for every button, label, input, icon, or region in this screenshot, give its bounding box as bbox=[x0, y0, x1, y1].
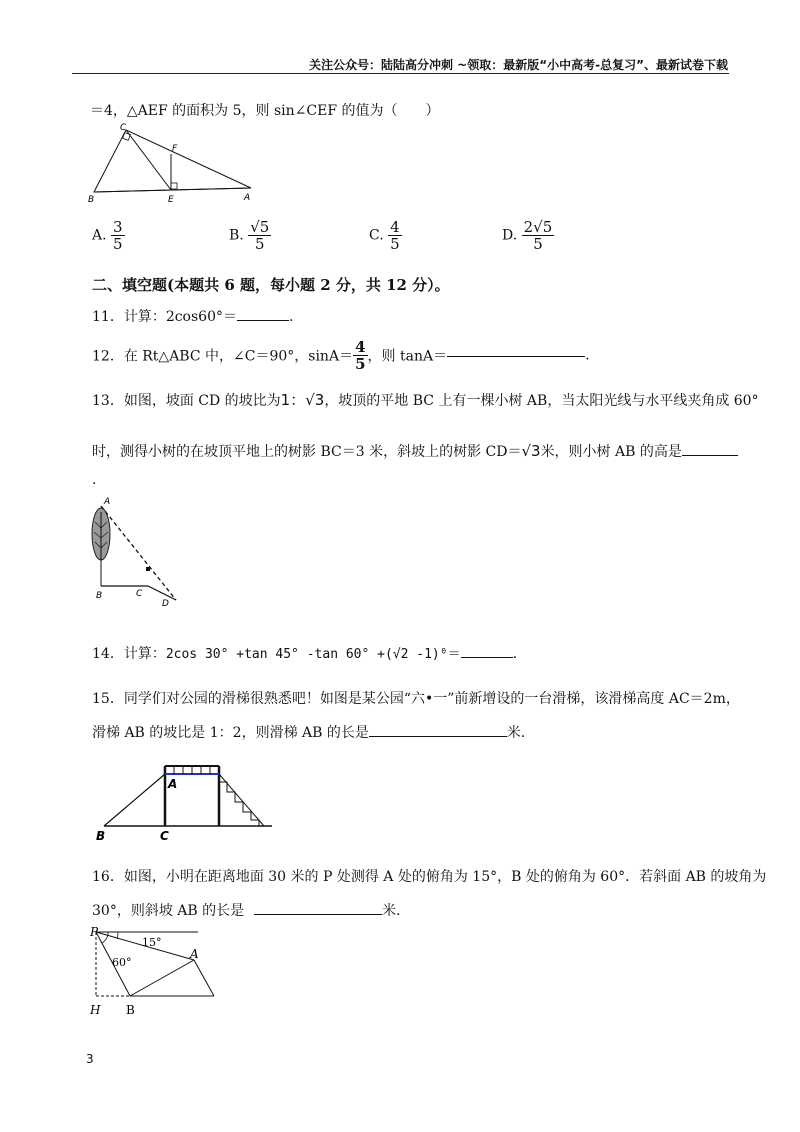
q13-ratio: 1：√3 bbox=[280, 391, 325, 409]
q12-answer-blank[interactable] bbox=[447, 355, 585, 357]
option-a[interactable] bbox=[92, 219, 125, 252]
label-a: A bbox=[168, 777, 178, 791]
page-number: 3 bbox=[86, 1052, 94, 1066]
question-11 bbox=[92, 306, 293, 326]
q12-end: . bbox=[585, 347, 590, 364]
q13-sqrt: √3 bbox=[521, 442, 541, 460]
label-a: A bbox=[190, 947, 199, 961]
option-d-den: 5 bbox=[533, 235, 543, 253]
label-e: E bbox=[168, 195, 174, 205]
option-b-letter: B. bbox=[229, 227, 244, 244]
q11-end: . bbox=[289, 309, 294, 325]
q15-line1: 15．同学们对公园的滑梯很熟悉吧！如图是某公园“六•一”前新增设的一台滑梯，该滑梯高度 AC＝2m， bbox=[92, 691, 740, 707]
q16-line1: 16．如图，小明在距离地面 30 米的 P 处测得 A 处的俯角为 15°，B 处的俯角为 60°．若斜面 AB 的坡角为 bbox=[92, 869, 767, 885]
question-16-line2 bbox=[92, 900, 410, 920]
option-b-den: 5 bbox=[254, 235, 265, 253]
option-c[interactable] bbox=[369, 219, 402, 252]
label-d: D bbox=[162, 599, 169, 609]
q13-line3: . bbox=[92, 472, 97, 488]
q13-line1-a: 13．如图，坡面 CD 的坡比为 bbox=[92, 393, 281, 409]
page-header: 关注公众号：陆陆高分冲刺 ~领取：最新版“小中高考-总复习”、最新试卷下载 bbox=[309, 58, 728, 72]
option-a-fraction bbox=[111, 219, 125, 252]
q14-answer-blank[interactable] bbox=[461, 656, 513, 658]
q13-answer-blank[interactable] bbox=[682, 454, 738, 456]
option-d-letter: D. bbox=[502, 227, 518, 244]
q13-line2-b: 米，则小树 AB 的高是 bbox=[540, 444, 682, 460]
option-b-num: √5 bbox=[250, 218, 270, 236]
label-a: A bbox=[244, 193, 251, 203]
label-b: B bbox=[96, 591, 103, 601]
q14-end: . bbox=[512, 646, 518, 662]
question-15-line2 bbox=[92, 722, 535, 742]
label-15-deg: 15° bbox=[142, 936, 162, 949]
option-d-fraction bbox=[522, 219, 555, 252]
option-c-den: 5 bbox=[390, 235, 400, 253]
label-h: H bbox=[90, 1003, 101, 1017]
q15-answer-blank[interactable] bbox=[369, 735, 507, 737]
option-d-num: 2√5 bbox=[523, 218, 553, 236]
label-p: P bbox=[90, 925, 99, 939]
question-12 bbox=[92, 339, 590, 372]
label-c: C bbox=[120, 123, 127, 133]
option-b-fraction bbox=[248, 219, 271, 252]
q15-line2-a: 滑梯 AB 的坡比是 1：2，则滑梯 AB 的长是 bbox=[92, 725, 369, 741]
question-13-line2 bbox=[92, 441, 738, 461]
section-title: 二、填空题(本题共 6 题，每小题 2 分，共 12 分）。 bbox=[92, 276, 450, 294]
q16-answer-blank[interactable] bbox=[254, 913, 382, 915]
q16-line2-b: 米． bbox=[382, 903, 411, 919]
label-f: F bbox=[172, 144, 178, 154]
q13-line1-b: ，坡顶的平地 BC 上有一棵小树 AB，当太阳光线与水平线夹角成 60° bbox=[324, 393, 759, 409]
q14-prefix: 14．计算： bbox=[92, 646, 166, 662]
q16-line2-a: 30°，则斜坡 AB 的长是 bbox=[92, 903, 245, 919]
q12-suffix: ，则 tanA＝ bbox=[367, 348, 448, 365]
q13-line2-a: 时，测得小树的在坡顶平地上的树影 BC＝3 米，斜坡上的树影 CD＝ bbox=[92, 444, 522, 460]
label-b: B bbox=[96, 829, 106, 843]
option-c-num: 4 bbox=[390, 218, 400, 236]
q12-fraction bbox=[353, 339, 367, 372]
q11-answer-blank[interactable] bbox=[237, 319, 289, 321]
label-b: B bbox=[88, 195, 95, 205]
q12-den: 5 bbox=[355, 355, 366, 373]
option-a-num: 3 bbox=[113, 218, 123, 236]
label-60-deg: 60° bbox=[112, 956, 132, 969]
label-c: C bbox=[160, 829, 169, 843]
q15-line2-b: 米． bbox=[506, 725, 535, 741]
q12-prefix: 12．在 Rt△ABC 中，∠C＝90°，sinA＝ bbox=[92, 348, 354, 365]
q10-text: ＝4，△AEF 的面积为 5，则 sin∠CEF 的值为（ ） bbox=[90, 103, 440, 119]
label-a: A bbox=[104, 497, 111, 507]
label-b: B bbox=[126, 1003, 135, 1017]
q13-tree-figure bbox=[86, 494, 196, 612]
question-13-line1 bbox=[92, 389, 759, 410]
option-a-letter: A. bbox=[92, 227, 107, 244]
header-divider bbox=[72, 73, 729, 74]
option-c-letter: C. bbox=[369, 227, 384, 244]
option-d[interactable] bbox=[502, 219, 554, 252]
q14-expression: 2cos 30° +tan 45° -tan 60° +(√2 -1)⁰＝ bbox=[165, 647, 461, 662]
question-14 bbox=[92, 643, 517, 663]
label-c: C bbox=[136, 589, 143, 599]
q12-num: 4 bbox=[355, 338, 366, 356]
q15-slide-figure bbox=[92, 758, 277, 843]
q16-slope-figure bbox=[86, 924, 226, 1020]
q10-triangle-figure bbox=[86, 122, 256, 204]
option-c-fraction bbox=[388, 219, 402, 252]
q11-text: 11．计算：2cos60°＝ bbox=[92, 309, 237, 325]
option-b[interactable] bbox=[229, 219, 271, 252]
option-a-den: 5 bbox=[113, 235, 123, 253]
